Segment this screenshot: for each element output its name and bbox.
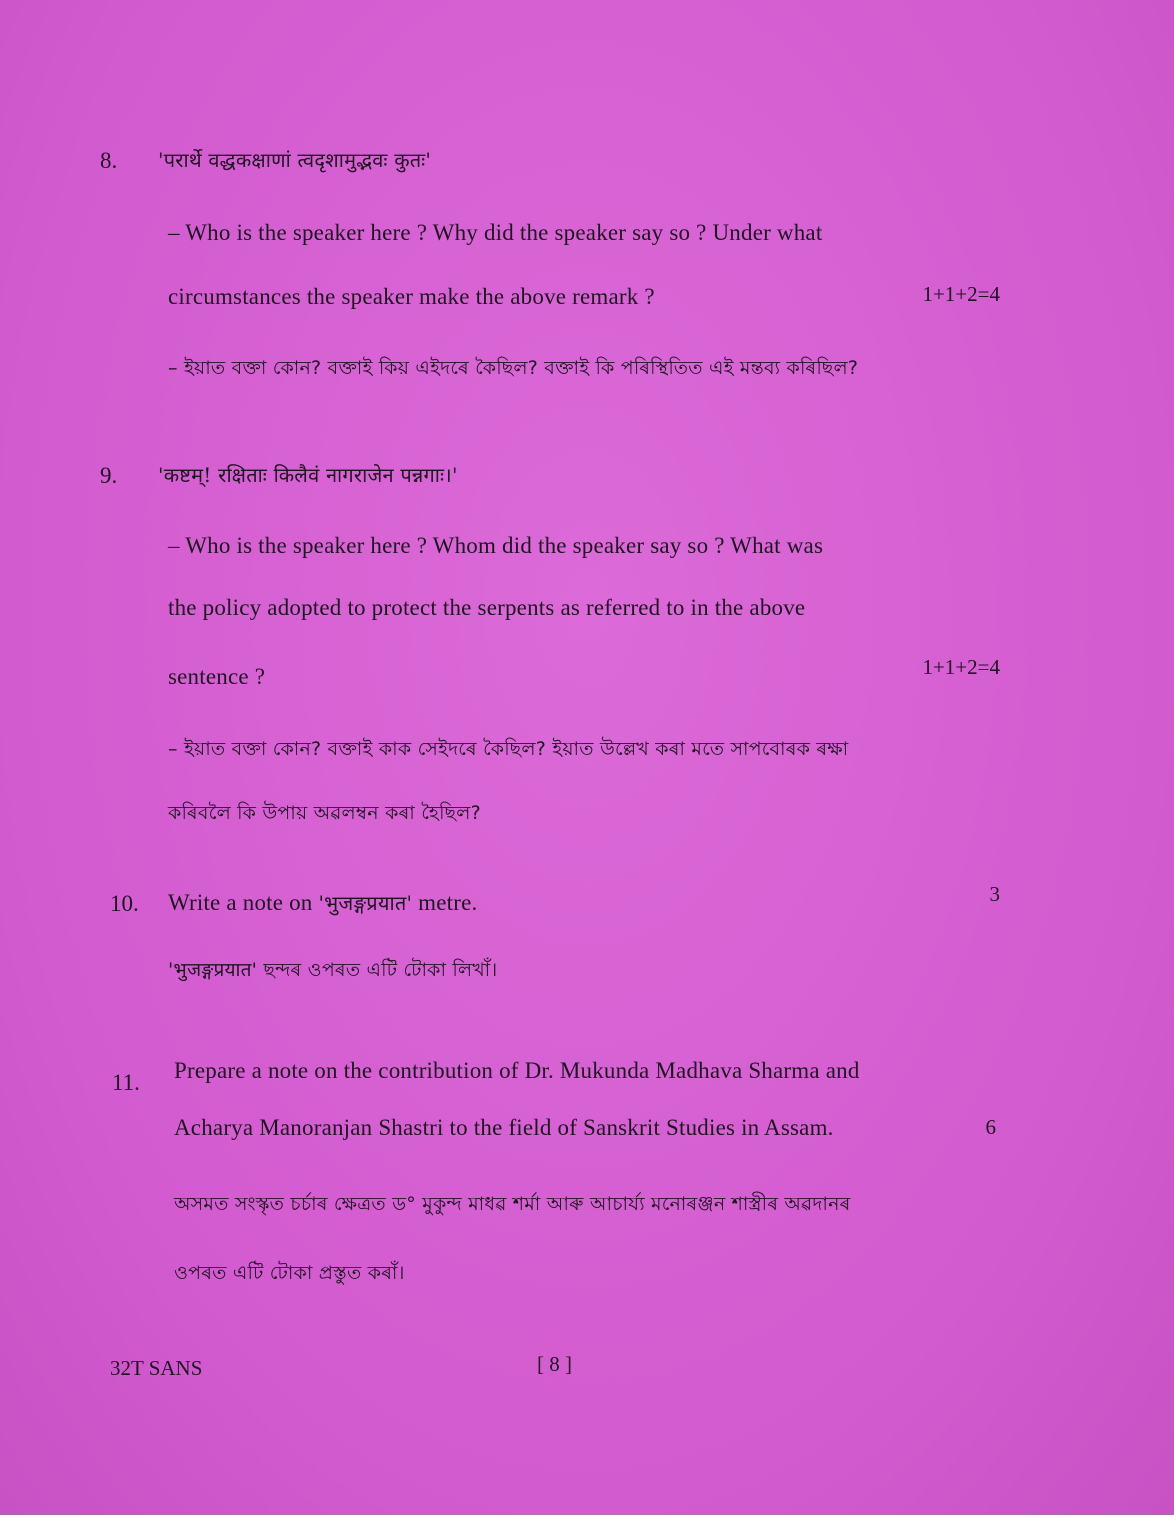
english-line: – Who is the speaker here ? Whom did the speaker say so ? What was xyxy=(168,533,824,558)
marks: 3 xyxy=(989,882,1000,906)
prompt-text: metre. xyxy=(418,890,478,915)
paper-code: 32T SANS xyxy=(110,1356,203,1380)
assamese-line: 'भुजङ्गप्रयात' ছন্দৰ ওপৰত এটি টোকা লিখাঁ। xyxy=(168,959,498,981)
question-number: 11. xyxy=(112,1070,140,1095)
english-line: circumstances the speaker make the above remark ? xyxy=(168,284,655,309)
english-line: – Who is the speaker here ? Why did the speaker say so ? Under what xyxy=(168,220,823,245)
assamese-line: ওপৰত এটি টোকা প্ৰস্তুত কৰাঁ। xyxy=(174,1262,405,1284)
metre-name: 'भुजङ्गप्रयात' xyxy=(318,891,413,915)
sanskrit-quote: 'परार्थे वद्धकक्षाणां त्वदृशामुद्भवः कुतः' xyxy=(158,148,432,172)
english-line: Acharya Manoranjan Shastri to the field of Sanskrit Studies in Assam. xyxy=(174,1115,834,1140)
english-line: the policy adopted to protect the serpents as referred to in the above xyxy=(168,595,806,620)
assamese-line: – ইয়াত বক্তা কোন? বক্তাই কাক সেইদৰে কৈছিল? ইয়াত উল্লেখ কৰা মতে সাপবোৰক ৰক্ষা xyxy=(168,738,849,760)
prompt-text: Write a note on xyxy=(168,890,313,915)
question-number: 8. xyxy=(100,148,118,173)
english-line: sentence ? xyxy=(168,664,266,689)
marks: 1+1+2=4 xyxy=(922,282,1000,306)
sanskrit-quote: 'कष्टम्! रक्षिताः किलैवं नागराजेन पन्नगाः।' xyxy=(158,463,458,487)
question-number: 10. xyxy=(110,891,139,916)
question-number: 9. xyxy=(100,463,118,488)
assamese-line: – ইয়াত বক্তা কোন? বক্তাই কিয় এইদৰে কৈছিল? বক্তাই কি পৰিস্থিতিত এই মন্তব্য কৰিছিল? xyxy=(168,357,859,379)
assamese-line: কৰিবলৈ কি উপায় অৱলম্বন কৰা হৈছিল? xyxy=(168,802,481,824)
page-number: [ 8 ] xyxy=(537,1352,572,1376)
assamese-line: অসমত সংস্কৃত চৰ্চাৰ ক্ষেত্ৰত ড° মুকুন্দ মাধৱ শৰ্মা আৰু আচাৰ্য্য মনোৰঞ্জন শাস্ত্ৰীৰ অৱদানৰ xyxy=(174,1193,851,1215)
marks: 6 xyxy=(985,1115,996,1139)
english-line xyxy=(168,889,477,916)
english-line: Prepare a note on the contribution of Dr. Mukunda Madhava Sharma and xyxy=(174,1058,860,1083)
marks: 1+1+2=4 xyxy=(922,655,1000,679)
